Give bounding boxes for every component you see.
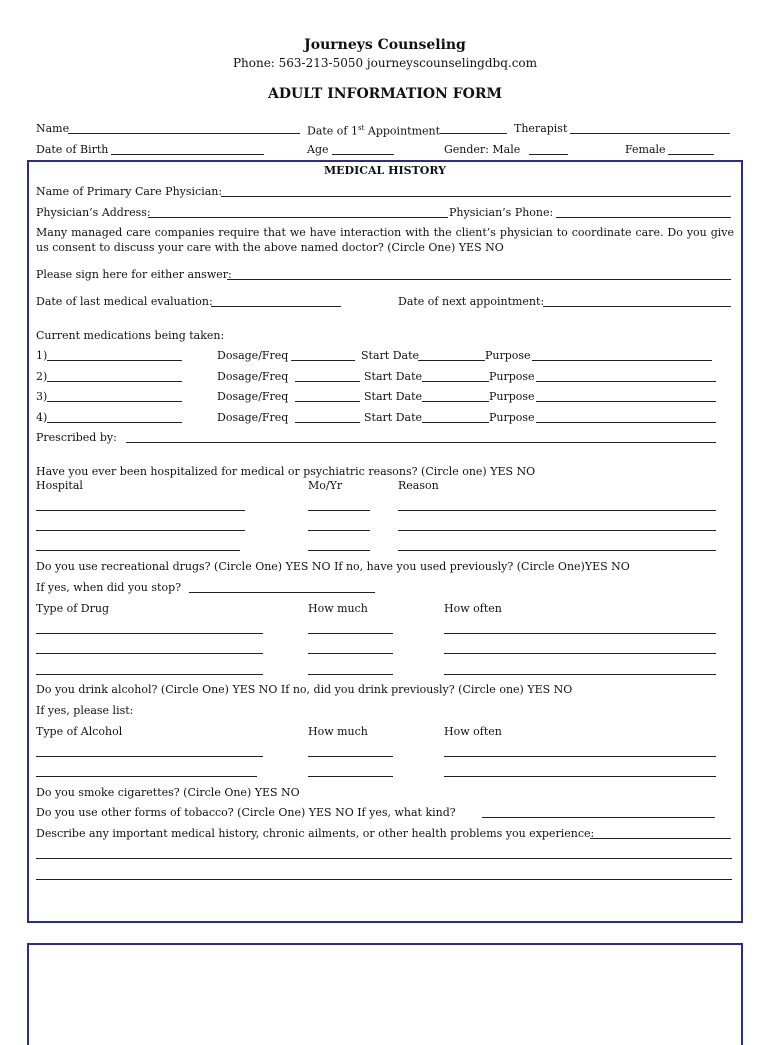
name-label: Name <box>36 122 70 135</box>
dosage-label: Dosage/Freq <box>217 349 289 362</box>
alcohol-often-field[interactable] <box>444 776 716 777</box>
drugs-stop-field[interactable] <box>189 592 375 593</box>
purpose-field[interactable] <box>532 360 712 361</box>
alcohol-type-field[interactable] <box>36 756 263 757</box>
pcp-label: Name of Primary Care Physician: <box>36 185 223 198</box>
history-question: Describe any important medical history, chronic ailments, or other health problems you experience: <box>36 827 595 840</box>
alcohol-question: Do you drink alcohol? (Circle One) YES NO If no, did you drink previously? (Circle one) YES NO <box>36 683 573 696</box>
med-number: 3) <box>36 390 48 403</box>
dosage-field[interactable] <box>295 422 360 423</box>
physician-address-label: Physician’s Address: <box>36 206 151 219</box>
dob-field[interactable] <box>111 154 264 155</box>
organization-name: Journeys Counseling <box>304 37 466 53</box>
hospital-field[interactable] <box>36 510 245 511</box>
alcohol-often-column-label: How often <box>444 725 502 738</box>
purpose-label: Purpose <box>485 349 531 362</box>
first-appointment-field[interactable] <box>440 133 507 134</box>
med-name-field[interactable] <box>47 381 182 382</box>
purpose-label: Purpose <box>489 370 535 383</box>
therapist-label: Therapist <box>514 122 568 135</box>
start-date-label: Start Date <box>364 411 422 424</box>
dosage-field[interactable] <box>295 401 360 402</box>
dosage-label: Dosage/Freq <box>217 390 289 403</box>
drug-often-field[interactable] <box>444 653 716 654</box>
med-name-field[interactable] <box>47 401 182 402</box>
male-field[interactable] <box>529 154 568 155</box>
dosage-label: Dosage/Freq <box>217 370 289 383</box>
moyr-field[interactable] <box>308 550 370 551</box>
med-number: 2) <box>36 370 48 383</box>
history-field[interactable] <box>590 838 731 839</box>
tobacco-question: Do you use other forms of tobacco? (Circle One) YES NO If yes, what kind? <box>36 806 456 819</box>
prescribed-by-label: Prescribed by: <box>36 431 117 444</box>
start-date-field[interactable] <box>422 401 489 402</box>
moyr-field[interactable] <box>308 530 370 531</box>
form-title: ADULT INFORMATION FORM <box>267 86 502 102</box>
drug-type-field[interactable] <box>36 653 263 654</box>
hospitalized-question: Have you ever been hospitalized for medical or psychiatric reasons? (Circle one) YES NO <box>36 465 536 478</box>
drug-much-column-label: How much <box>308 602 368 615</box>
drug-often-field[interactable] <box>444 674 716 675</box>
last-eval-label: Date of last medical evaluation: <box>36 295 213 308</box>
alcohol-list-label: If yes, please list: <box>36 704 134 717</box>
consent-paragraph: Many managed care companies require that we have interaction with the client’s physician to coordinate care. Do you give us consent to discuss your care with the above named doctor? (Circle One) YES NO <box>36 226 734 254</box>
physician-phone-label: Physician’s Phone: <box>449 206 554 219</box>
last-eval-field[interactable] <box>211 306 341 307</box>
female-label: Female <box>625 143 666 156</box>
next-appt-label: Date of next appointment: <box>398 295 545 308</box>
start-date-label: Start Date <box>364 370 422 383</box>
medical-history-title: MEDICAL HISTORY <box>323 164 446 177</box>
next-section-box <box>27 943 743 1045</box>
age-label: Age <box>307 143 329 156</box>
history-field[interactable] <box>36 858 732 859</box>
start-date-field[interactable] <box>422 381 489 382</box>
drug-type-field[interactable] <box>36 633 263 634</box>
drug-much-field[interactable] <box>308 674 393 675</box>
moyr-field[interactable] <box>308 510 370 511</box>
reason-field[interactable] <box>398 510 716 511</box>
purpose-label: Purpose <box>489 411 535 424</box>
pcp-field[interactable] <box>221 196 731 197</box>
therapist-field[interactable] <box>570 133 730 134</box>
med-name-field[interactable] <box>47 422 182 423</box>
med-name-field[interactable] <box>47 360 182 361</box>
physician-address-field[interactable] <box>148 217 448 218</box>
gender-male-label: Gender: Male <box>444 143 521 156</box>
hospital-field[interactable] <box>36 530 245 531</box>
first-appointment-label: Date of 1st Appointment <box>307 124 441 138</box>
alcohol-often-field[interactable] <box>444 756 716 757</box>
reason-field[interactable] <box>398 530 716 531</box>
drug-type-column-label: Type of Drug <box>36 602 109 615</box>
drug-much-field[interactable] <box>308 633 393 634</box>
smoke-question: Do you smoke cigarettes? (Circle One) YES NO <box>36 786 300 799</box>
moyr-column-label: Mo/Yr <box>308 479 343 492</box>
drugs-stop-label: If yes, when did you stop? <box>36 581 182 594</box>
alcohol-much-column-label: How much <box>308 725 368 738</box>
alcohol-much-field[interactable] <box>308 776 393 777</box>
drugs-question: Do you use recreational drugs? (Circle One) YES NO If no, have you used previously? (Circle One)YES NO <box>36 560 630 573</box>
hospital-field[interactable] <box>36 550 240 551</box>
alcohol-type-column-label: Type of Alcohol <box>36 725 123 738</box>
drug-often-column-label: How often <box>444 602 502 615</box>
start-date-field[interactable] <box>418 360 485 361</box>
med-number: 4) <box>36 411 48 424</box>
purpose-field[interactable] <box>536 401 716 402</box>
medications-label: Current medications being taken: <box>36 329 225 342</box>
tobacco-kind-field[interactable] <box>482 817 715 818</box>
sign-label: Please sign here for either answer: <box>36 268 232 281</box>
drug-often-field[interactable] <box>444 633 716 634</box>
name-field[interactable] <box>68 133 300 134</box>
purpose-label: Purpose <box>489 390 535 403</box>
prescribed-by-field[interactable] <box>126 442 716 443</box>
dosage-field[interactable] <box>291 360 355 361</box>
alcohol-much-field[interactable] <box>308 756 393 757</box>
hospital-column-label: Hospital <box>36 479 83 492</box>
reason-field[interactable] <box>398 550 716 551</box>
drug-much-field[interactable] <box>308 653 393 654</box>
drug-type-field[interactable] <box>36 674 263 675</box>
age-field[interactable] <box>332 154 394 155</box>
med-number: 1) <box>36 349 48 362</box>
start-date-label: Start Date <box>364 390 422 403</box>
next-appt-field[interactable] <box>543 306 731 307</box>
dob-label: Date of Birth <box>36 143 109 156</box>
reason-column-label: Reason <box>398 479 439 492</box>
signature-field[interactable] <box>227 279 731 280</box>
alcohol-type-field[interactable] <box>36 776 257 777</box>
start-date-label: Start Date <box>361 349 419 362</box>
dosage-label: Dosage/Freq <box>217 411 289 424</box>
history-field[interactable] <box>36 879 732 880</box>
contact-info: Phone: 563-213-5050 journeyscounselingdbq.com <box>232 56 538 70</box>
physician-phone-field[interactable] <box>556 217 731 218</box>
female-field[interactable] <box>668 154 714 155</box>
start-date-field[interactable] <box>422 422 489 423</box>
purpose-field[interactable] <box>536 422 716 423</box>
dosage-field[interactable] <box>295 381 360 382</box>
purpose-field[interactable] <box>536 381 716 382</box>
